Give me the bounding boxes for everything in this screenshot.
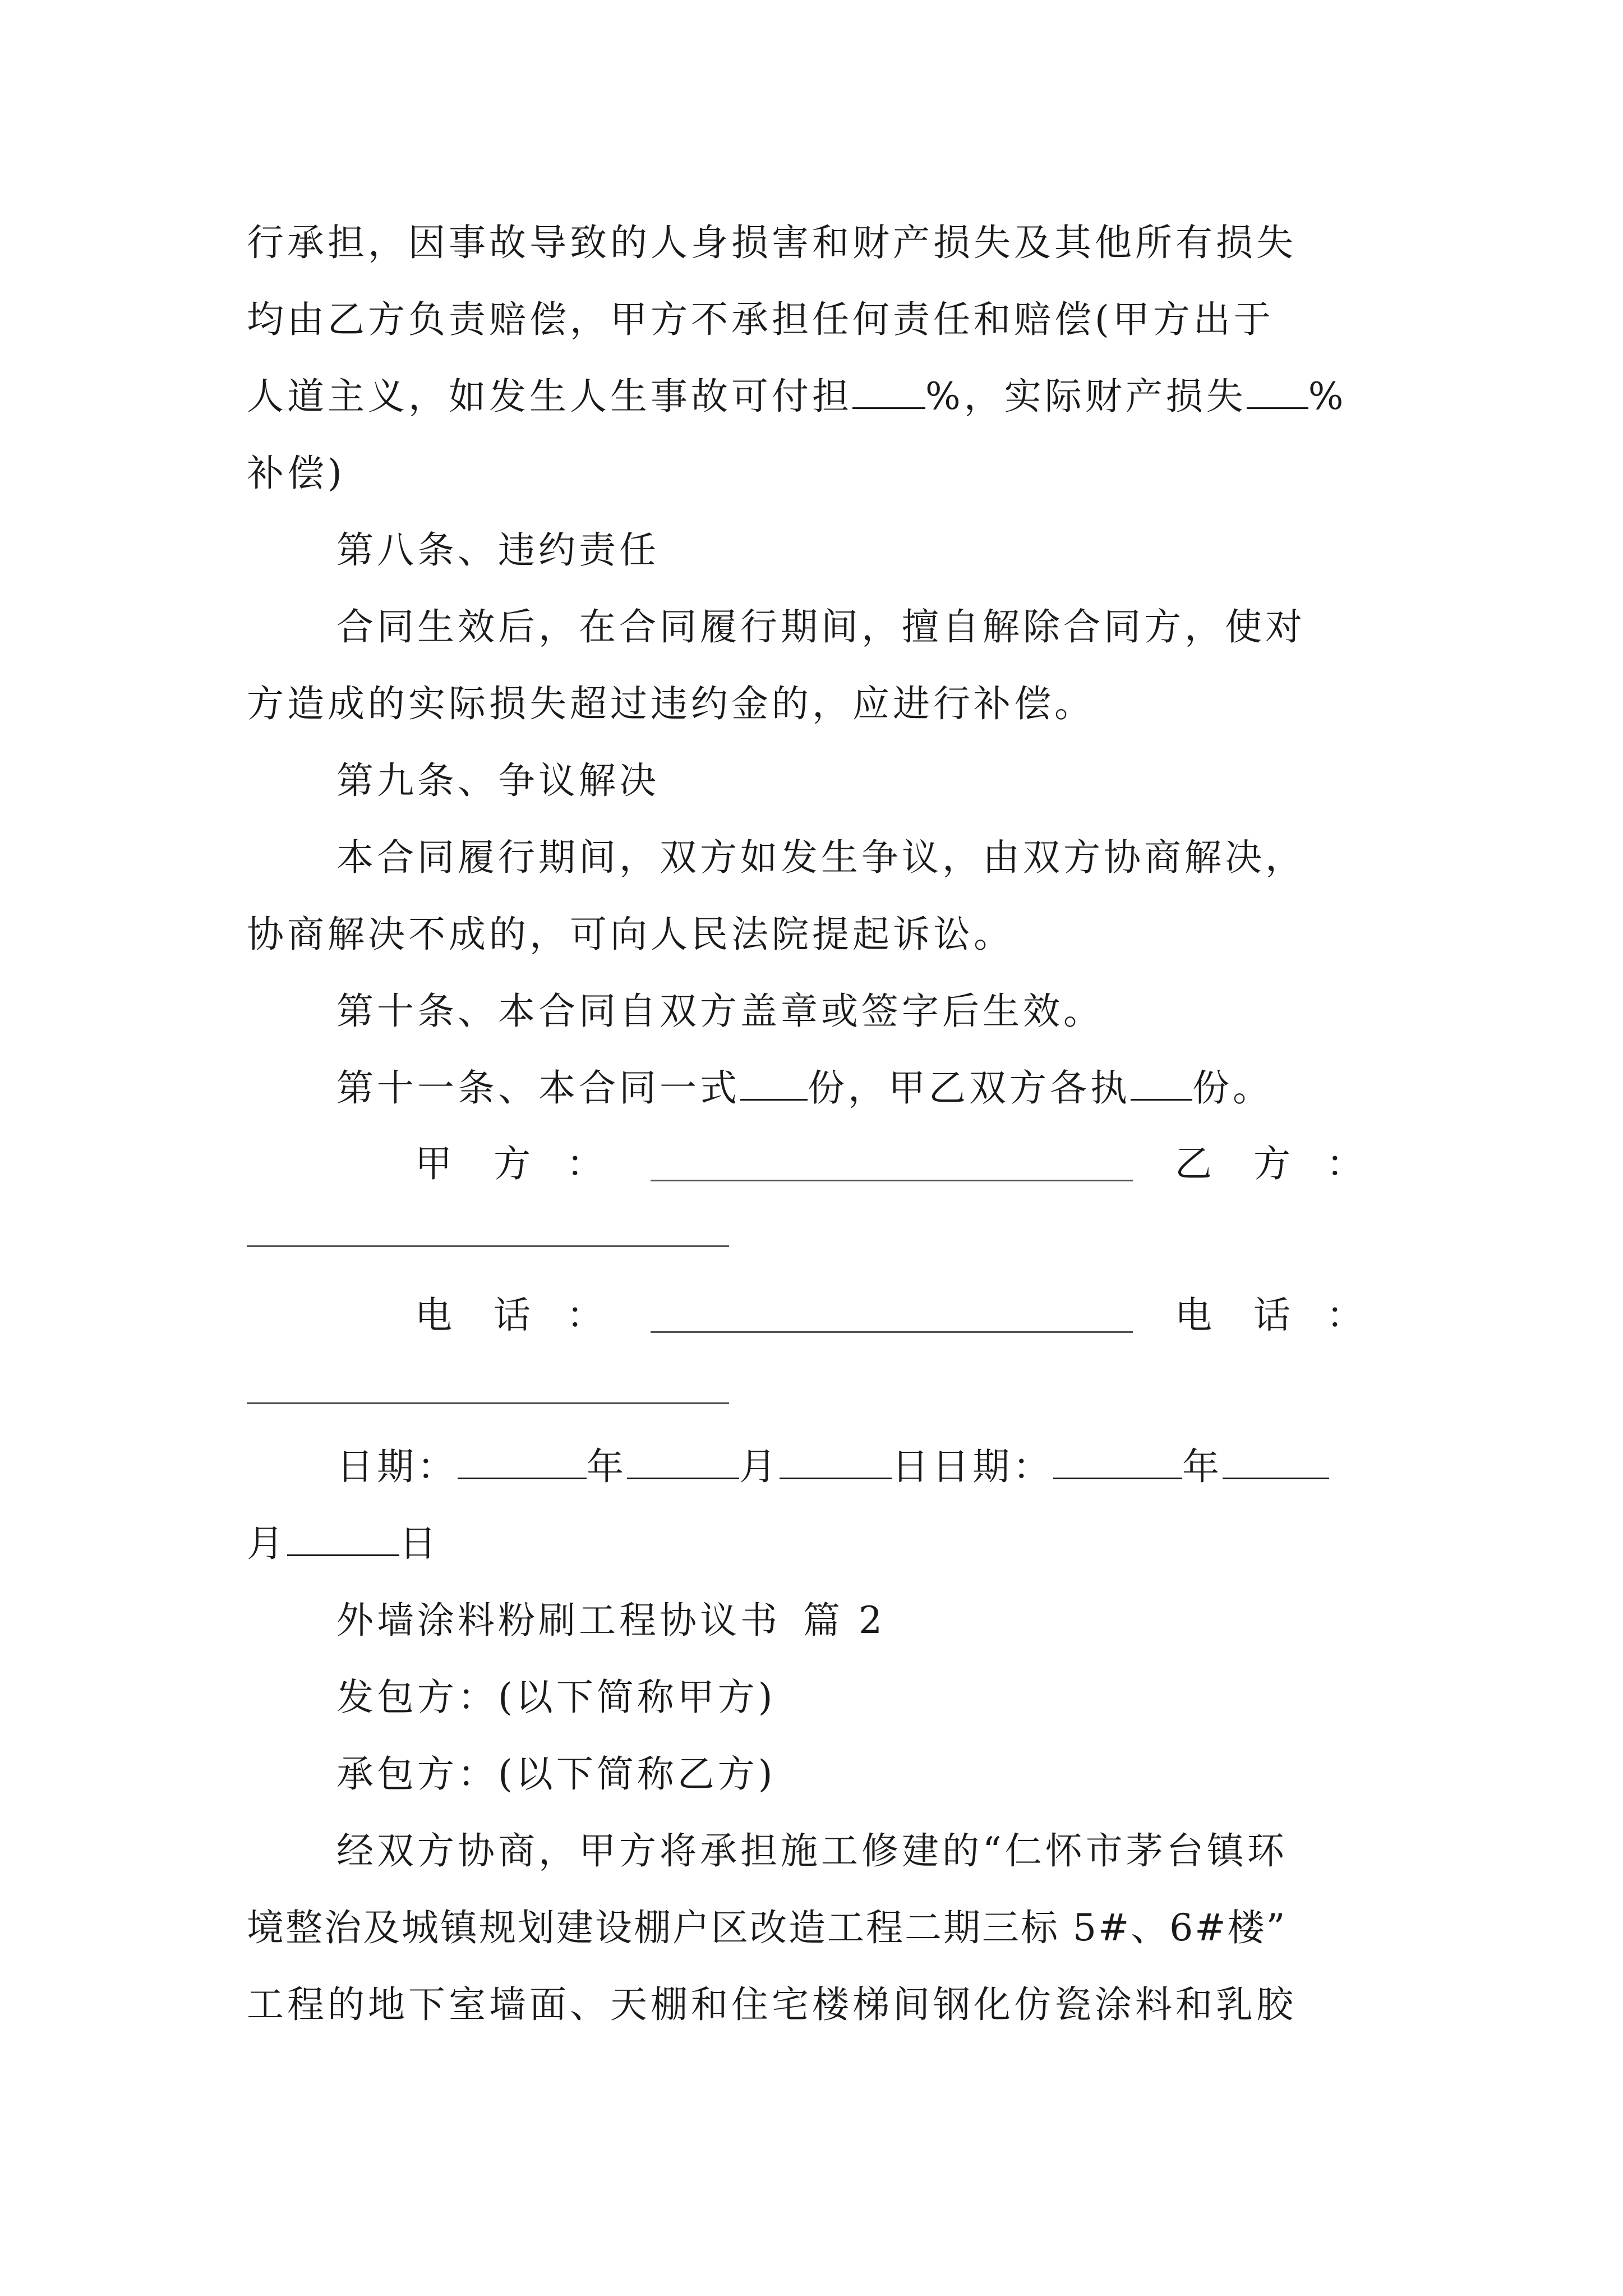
phone-a-line xyxy=(651,1331,1133,1333)
paragraph-line: 本合同履行期间，双方如发生争议，由双方协商解决， xyxy=(336,836,1306,879)
party-a-signature-line xyxy=(651,1180,1133,1181)
month-label: 月 xyxy=(247,1522,287,1565)
phone-a-colon: ： xyxy=(566,1294,603,1337)
text-segment: 份。 xyxy=(1192,1066,1273,1110)
day-blank xyxy=(780,1444,892,1479)
text-segment: 第十一条、本合同一式 xyxy=(336,1066,740,1110)
text-line: 行承担，因事故导致的人身损害和财产损失及其他所有损失 xyxy=(247,221,1297,264)
paragraph-line xyxy=(247,215,1380,271)
month-blank xyxy=(1223,1444,1329,1479)
year-blank xyxy=(458,1444,587,1479)
signature-party-row xyxy=(0,1136,1623,1192)
phone-b-char: 电 xyxy=(1175,1294,1212,1337)
text-segment: 人道主义，如发生人生事故可付担 xyxy=(247,375,852,418)
party-a-char: 甲 xyxy=(415,1142,452,1185)
year-blank xyxy=(1053,1444,1182,1479)
signature-phone-row xyxy=(0,1287,1623,1343)
party-a-colon: ： xyxy=(566,1142,603,1185)
phone-b-char: 话 xyxy=(1253,1294,1290,1337)
paragraph-line: 方造成的实际损失超过违约金的，应进行补偿。 xyxy=(247,682,1095,725)
text-line: 均由乙方负责赔偿，甲方不承担任何责任和赔偿(甲方出于 xyxy=(247,298,1274,341)
party-b-signature-line xyxy=(247,1245,729,1247)
paragraph-line xyxy=(247,369,1347,425)
article-heading: 第八条、违约责任 xyxy=(336,528,660,572)
date-row xyxy=(336,1439,1329,1495)
date-row-continued xyxy=(247,1516,440,1572)
copies-blank xyxy=(740,1065,808,1101)
employer-line: 发包方：(以下简称甲方) xyxy=(336,1676,776,1719)
paragraph-line xyxy=(247,292,1380,348)
paragraph-line: 工程的地下室墙面、天棚和住宅楼梯间钢化仿瓷涂料和乳胶 xyxy=(247,1983,1297,2026)
fill-blank xyxy=(852,374,925,409)
article-11 xyxy=(336,1060,1273,1116)
party-a-char: 方 xyxy=(494,1142,531,1185)
paragraph-line: 经双方协商，甲方将承担施工修建的“仁怀市茅台镇环 xyxy=(336,1829,1288,1872)
party-b-colon: ： xyxy=(1326,1142,1363,1185)
party-b-char: 乙 xyxy=(1175,1142,1212,1185)
section-title xyxy=(336,1593,886,1649)
fill-blank xyxy=(1247,374,1308,409)
month-blank xyxy=(627,1444,739,1479)
date-label: 日期： xyxy=(932,1445,1053,1488)
phone-b-colon: ： xyxy=(1326,1294,1363,1337)
phone-a-char: 电 xyxy=(415,1294,452,1337)
text-segment: % xyxy=(1308,375,1347,418)
article-10: 第十条、本合同自双方盖章或签字后生效。 xyxy=(336,990,1104,1033)
paragraph-line: 境整治及城镇规划建设棚户区改造工程二期三标 5#、6#楼” xyxy=(247,1906,1287,1949)
paragraph-line: 合同生效后，在合同履行期间，擅自解除合同方，使对 xyxy=(336,605,1306,648)
copies-blank xyxy=(1131,1065,1192,1101)
text-segment: 份，甲乙双方各执 xyxy=(808,1066,1131,1110)
day-blank xyxy=(287,1521,399,1556)
day-label: 日 xyxy=(892,1445,932,1488)
contractor-line: 承包方：(以下简称乙方) xyxy=(336,1752,776,1796)
text-line: 补偿) xyxy=(247,452,345,495)
phone-b-line xyxy=(247,1402,729,1404)
section-title-text: 外墙涂料粉刷工程协议书 xyxy=(336,1599,781,1642)
phone-a-char: 话 xyxy=(494,1294,531,1337)
article-heading: 第九条、争议解决 xyxy=(336,759,660,802)
year-label: 年 xyxy=(1182,1445,1223,1488)
day-label: 日 xyxy=(399,1522,440,1565)
text-segment: %，实际财产损失 xyxy=(925,375,1247,418)
paragraph-line xyxy=(247,445,345,501)
year-label: 年 xyxy=(587,1445,627,1488)
party-b-char: 方 xyxy=(1253,1142,1290,1185)
date-label: 日期： xyxy=(336,1445,458,1488)
paragraph-line: 协商解决不成的，可向人民法院提起诉讼。 xyxy=(247,913,1014,956)
month-label: 月 xyxy=(739,1445,780,1488)
section-part-label: 篇 2 xyxy=(803,1599,886,1642)
